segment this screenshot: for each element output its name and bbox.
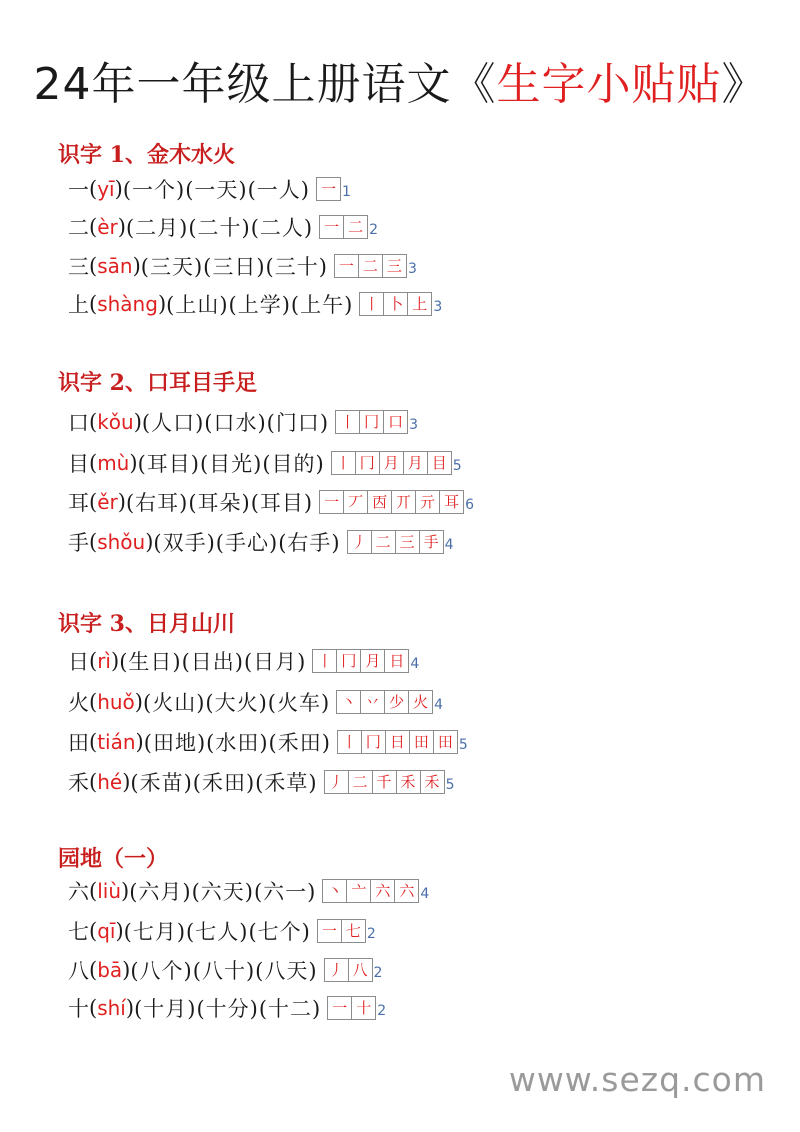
stroke-box — [348, 958, 373, 982]
stroke-box — [319, 490, 344, 514]
character-row — [68, 290, 442, 318]
stroke-glyph: 丨 — [340, 413, 356, 431]
paren-close: ) — [134, 690, 143, 714]
stroke-glyph: 丆 — [348, 493, 364, 511]
stroke-order-boxes — [327, 996, 386, 1020]
stroke-order-boxes — [324, 958, 383, 982]
stroke-glyph: 一 — [332, 999, 348, 1017]
stroke-box — [355, 451, 380, 475]
character-row — [68, 449, 462, 477]
stroke-glyph: 丿 — [351, 533, 367, 551]
stroke-box — [391, 490, 416, 514]
stroke-box — [348, 770, 373, 794]
character-row — [68, 408, 418, 436]
paren-close: ) — [132, 254, 141, 278]
stroke-glyph: 㐁 — [372, 493, 388, 511]
watermark: www.sezq.com — [508, 1060, 766, 1099]
stroke-box — [384, 649, 409, 673]
stroke-box — [359, 410, 384, 434]
stroke-glyph: 一 — [320, 180, 336, 198]
stroke-glyph: 冂 — [364, 413, 380, 431]
character-row — [68, 528, 454, 556]
stroke-glyph: 田 — [413, 733, 429, 751]
character-row — [68, 768, 454, 796]
example-words: (生日)(日出)(日月) — [119, 650, 307, 674]
stroke-glyph: 日 — [389, 652, 405, 670]
stroke-box — [395, 530, 420, 554]
stroke-count: 2 — [373, 965, 383, 981]
page-title — [0, 48, 800, 112]
stroke-glyph: 十 — [356, 999, 372, 1017]
stroke-glyph: 三 — [386, 257, 402, 275]
stroke-box — [407, 292, 432, 316]
stroke-glyph: 冂 — [365, 733, 381, 751]
stroke-box — [317, 919, 342, 943]
stroke-count: 4 — [444, 537, 454, 553]
stroke-glyph: 丨 — [364, 295, 380, 313]
stroke-glyph: 一 — [321, 922, 337, 940]
stroke-count: 4 — [410, 656, 420, 672]
character: 火 — [68, 691, 89, 715]
example-words: (右耳)(耳朵)(耳目) — [125, 491, 314, 515]
character: 田 — [68, 731, 89, 755]
stroke-box — [370, 879, 395, 903]
character-row — [68, 917, 376, 945]
stroke-glyph: 丶 — [341, 693, 357, 711]
stroke-box — [371, 530, 396, 554]
stroke-glyph: 丿 — [328, 773, 344, 791]
character-row — [68, 877, 429, 905]
stroke-order-boxes — [317, 919, 376, 943]
pinyin: èr — [97, 215, 118, 239]
pinyin: huǒ — [97, 690, 135, 714]
stroke-glyph: 一 — [338, 257, 354, 275]
example-words: (一个)(一天)(一人) — [122, 178, 310, 202]
stroke-box — [394, 879, 419, 903]
paren-close: ) — [122, 770, 131, 794]
stroke-box — [383, 292, 408, 316]
paren-close: ) — [110, 649, 120, 673]
stroke-glyph: 月 — [365, 652, 381, 670]
stroke-order-boxes — [331, 451, 462, 475]
stroke-glyph: 禾 — [400, 773, 416, 791]
stroke-box — [415, 490, 440, 514]
paren-close: ) — [115, 919, 124, 943]
stroke-box — [327, 996, 352, 1020]
stroke-order-boxes — [319, 490, 474, 514]
section-heading: 识字 2、口耳目手足 — [58, 370, 257, 396]
paren-close: ) — [114, 177, 123, 201]
paren-open: ( — [89, 879, 98, 903]
pinyin: kǒu — [97, 410, 134, 434]
character-row — [68, 956, 382, 984]
section-heading: 园地（一） — [58, 846, 169, 872]
stroke-count: 5 — [452, 458, 462, 474]
stroke-order-boxes — [322, 879, 429, 903]
example-words: (禾苗)(禾田)(禾草) — [130, 771, 318, 795]
character-row — [68, 994, 386, 1022]
stroke-box — [316, 177, 341, 201]
stroke-glyph: 手 — [423, 533, 439, 551]
paren-close: ) — [117, 490, 126, 514]
stroke-order-boxes — [359, 292, 442, 316]
stroke-box — [360, 649, 385, 673]
paren-close: ) — [121, 879, 130, 903]
stroke-box — [331, 451, 356, 475]
stroke-glyph: 七 — [345, 922, 361, 940]
paren-open: ( — [89, 490, 98, 514]
stroke-count: 3 — [433, 299, 443, 315]
pinyin: tián — [97, 730, 136, 754]
stroke-glyph: 日 — [389, 733, 405, 751]
character-row — [68, 647, 419, 675]
character-row — [68, 252, 417, 280]
stroke-glyph: 丷 — [365, 693, 381, 711]
stroke-glyph: 禾 — [424, 773, 440, 791]
stroke-count: 2 — [369, 222, 379, 238]
stroke-glyph: 三 — [399, 533, 415, 551]
character: 十 — [68, 997, 89, 1021]
character-row — [68, 688, 443, 716]
stroke-box — [419, 530, 444, 554]
pinyin: shàng — [97, 292, 158, 316]
title-main: 24年一年级上册语文 — [33, 59, 452, 110]
pinyin: rì — [97, 649, 111, 673]
character: 目 — [68, 452, 89, 476]
stroke-count: 5 — [445, 777, 455, 793]
example-words: (三天)(三日)(三十) — [140, 255, 328, 279]
stroke-box — [324, 770, 349, 794]
stroke-box — [379, 451, 404, 475]
example-words: (火山)(大火)(火车) — [143, 691, 331, 715]
stroke-glyph: 亓 — [420, 493, 436, 511]
stroke-count: 1 — [341, 184, 351, 200]
title-open-bracket: 《 — [451, 59, 497, 110]
example-words: (人口)(口水)(门口) — [141, 411, 330, 435]
stroke-glyph: 亠 — [351, 882, 367, 900]
stroke-box — [408, 690, 433, 714]
stroke-glyph: 少 — [389, 693, 405, 711]
stroke-box — [336, 690, 361, 714]
character: 三 — [68, 255, 89, 279]
pinyin: hé — [97, 770, 123, 794]
stroke-box — [358, 254, 383, 278]
example-words: (耳目)(目光)(目的) — [137, 452, 325, 476]
character-row — [68, 728, 468, 756]
stroke-box — [361, 730, 386, 754]
character: 七 — [68, 920, 89, 944]
stroke-box — [335, 410, 360, 434]
pinyin: sān — [97, 254, 133, 278]
character: 耳 — [68, 491, 89, 515]
example-words: (十月)(十分)(十二) — [134, 997, 322, 1021]
example-words: (双手)(手心)(右手) — [153, 531, 341, 555]
stroke-box — [396, 770, 421, 794]
stroke-glyph: 丨 — [335, 454, 351, 472]
stroke-count: 2 — [366, 926, 376, 942]
stroke-glyph: 火 — [413, 693, 429, 711]
stroke-box — [337, 730, 362, 754]
stroke-box — [324, 958, 349, 982]
pinyin: shí — [97, 996, 126, 1020]
stroke-box — [360, 690, 385, 714]
stroke-glyph: 二 — [348, 218, 364, 236]
paren-open: ( — [89, 530, 98, 554]
stroke-box — [347, 530, 372, 554]
paren-open: ( — [89, 770, 98, 794]
stroke-box — [351, 996, 376, 1020]
character: 手 — [68, 531, 89, 555]
example-words: (六月)(六天)(六一) — [129, 880, 317, 904]
stroke-box — [367, 490, 392, 514]
stroke-glyph: 冂 — [341, 652, 357, 670]
stroke-count: 5 — [458, 737, 468, 753]
paren-close: ) — [125, 996, 135, 1020]
stroke-box — [322, 879, 347, 903]
stroke-order-boxes — [337, 730, 468, 754]
stroke-box — [319, 215, 344, 239]
title-highlight: 生字小贴贴 — [496, 59, 722, 110]
stroke-glyph: 丨 — [317, 652, 333, 670]
stroke-box — [312, 649, 337, 673]
paren-open: ( — [89, 215, 98, 239]
stroke-glyph: 千 — [376, 773, 392, 791]
pinyin: shǒu — [97, 530, 146, 554]
stroke-box — [382, 254, 407, 278]
stroke-box — [433, 730, 458, 754]
pinyin: qī — [97, 919, 116, 943]
section-heading: 识字 3、日月山川 — [58, 611, 235, 637]
stroke-order-boxes — [312, 649, 419, 673]
pinyin: yī — [97, 177, 115, 201]
stroke-order-boxes — [335, 410, 418, 434]
stroke-box — [439, 490, 464, 514]
stroke-count: 4 — [434, 697, 444, 713]
paren-open: ( — [89, 958, 98, 982]
stroke-box — [336, 649, 361, 673]
paren-close: ) — [133, 410, 142, 434]
title-close-bracket: 》 — [721, 59, 767, 110]
stroke-box — [409, 730, 434, 754]
stroke-glyph: 二 — [375, 533, 391, 551]
stroke-count: 3 — [407, 261, 417, 277]
stroke-glyph: 耳 — [444, 493, 460, 511]
character: 口 — [68, 411, 89, 435]
paren-close: ) — [145, 530, 154, 554]
character: 二 — [68, 216, 89, 240]
stroke-glyph: 八 — [352, 961, 368, 979]
example-words: (七月)(七人)(七个) — [123, 920, 311, 944]
character-row — [68, 213, 378, 241]
stroke-glyph: 上 — [412, 295, 428, 313]
stroke-glyph: 口 — [388, 413, 404, 431]
paren-open: ( — [89, 177, 98, 201]
character: 上 — [68, 293, 89, 317]
pinyin: ěr — [97, 490, 118, 514]
character: 一 — [68, 178, 89, 202]
character-row — [68, 175, 351, 203]
stroke-box — [341, 919, 366, 943]
stroke-glyph: 一 — [324, 493, 340, 511]
stroke-glyph: 六 — [399, 882, 415, 900]
stroke-box — [383, 410, 408, 434]
stroke-order-boxes — [336, 690, 443, 714]
stroke-order-boxes — [347, 530, 454, 554]
character-row — [68, 488, 474, 516]
stroke-glyph: 丶 — [327, 882, 343, 900]
stroke-box — [427, 451, 452, 475]
stroke-order-boxes — [319, 215, 378, 239]
stroke-box — [334, 254, 359, 278]
stroke-glyph: 月 — [383, 454, 399, 472]
example-words: (田地)(水田)(禾田) — [143, 731, 331, 755]
stroke-count: 3 — [409, 417, 418, 433]
stroke-order-boxes — [316, 177, 351, 201]
stroke-order-boxes — [334, 254, 417, 278]
stroke-glyph: 丿 — [328, 961, 344, 979]
stroke-glyph: 田 — [437, 733, 453, 751]
stroke-count: 4 — [420, 886, 430, 902]
paren-open: ( — [89, 730, 98, 754]
stroke-glyph: 月 — [407, 454, 423, 472]
stroke-glyph: 一 — [324, 218, 340, 236]
stroke-glyph: 丨 — [341, 733, 357, 751]
paren-open: ( — [89, 254, 98, 278]
stroke-order-boxes — [324, 770, 455, 794]
paren-close: ) — [129, 451, 138, 475]
character: 六 — [68, 880, 89, 904]
paren-close: ) — [117, 215, 126, 239]
paren-open: ( — [89, 649, 98, 673]
stroke-count: 2 — [377, 1003, 387, 1019]
paren-open: ( — [89, 690, 98, 714]
paren-open: ( — [89, 451, 98, 475]
paren-open: ( — [89, 292, 98, 316]
stroke-glyph: 丌 — [396, 493, 412, 511]
character: 禾 — [68, 771, 89, 795]
example-words: (八个)(八十)(八天) — [130, 959, 318, 983]
stroke-box — [359, 292, 384, 316]
character: 八 — [68, 959, 89, 983]
stroke-glyph: 二 — [352, 773, 368, 791]
section-heading: 识字 1、金木水火 — [58, 142, 235, 168]
stroke-count: 6 — [465, 497, 475, 513]
pinyin: liù — [97, 879, 121, 903]
example-words: (上山)(上学)(上午) — [166, 293, 354, 317]
pinyin: bā — [97, 958, 123, 982]
stroke-glyph: 目 — [431, 454, 447, 472]
stroke-glyph: 卜 — [388, 295, 404, 313]
paren-open: ( — [89, 996, 98, 1020]
stroke-glyph: 六 — [375, 882, 391, 900]
stroke-box — [384, 690, 409, 714]
stroke-box — [343, 215, 368, 239]
stroke-box — [420, 770, 445, 794]
stroke-glyph: 冂 — [359, 454, 375, 472]
paren-close: ) — [157, 292, 167, 316]
stroke-box — [403, 451, 428, 475]
stroke-box — [385, 730, 410, 754]
stroke-box — [346, 879, 371, 903]
character: 日 — [68, 650, 89, 674]
example-words: (二月)(二十)(二人) — [125, 216, 314, 240]
stroke-box — [372, 770, 397, 794]
paren-close: ) — [122, 958, 131, 982]
stroke-box — [343, 490, 368, 514]
pinyin: mù — [97, 451, 130, 475]
paren-open: ( — [89, 410, 98, 434]
paren-close: ) — [135, 730, 144, 754]
paren-open: ( — [89, 919, 98, 943]
stroke-glyph: 二 — [362, 257, 378, 275]
